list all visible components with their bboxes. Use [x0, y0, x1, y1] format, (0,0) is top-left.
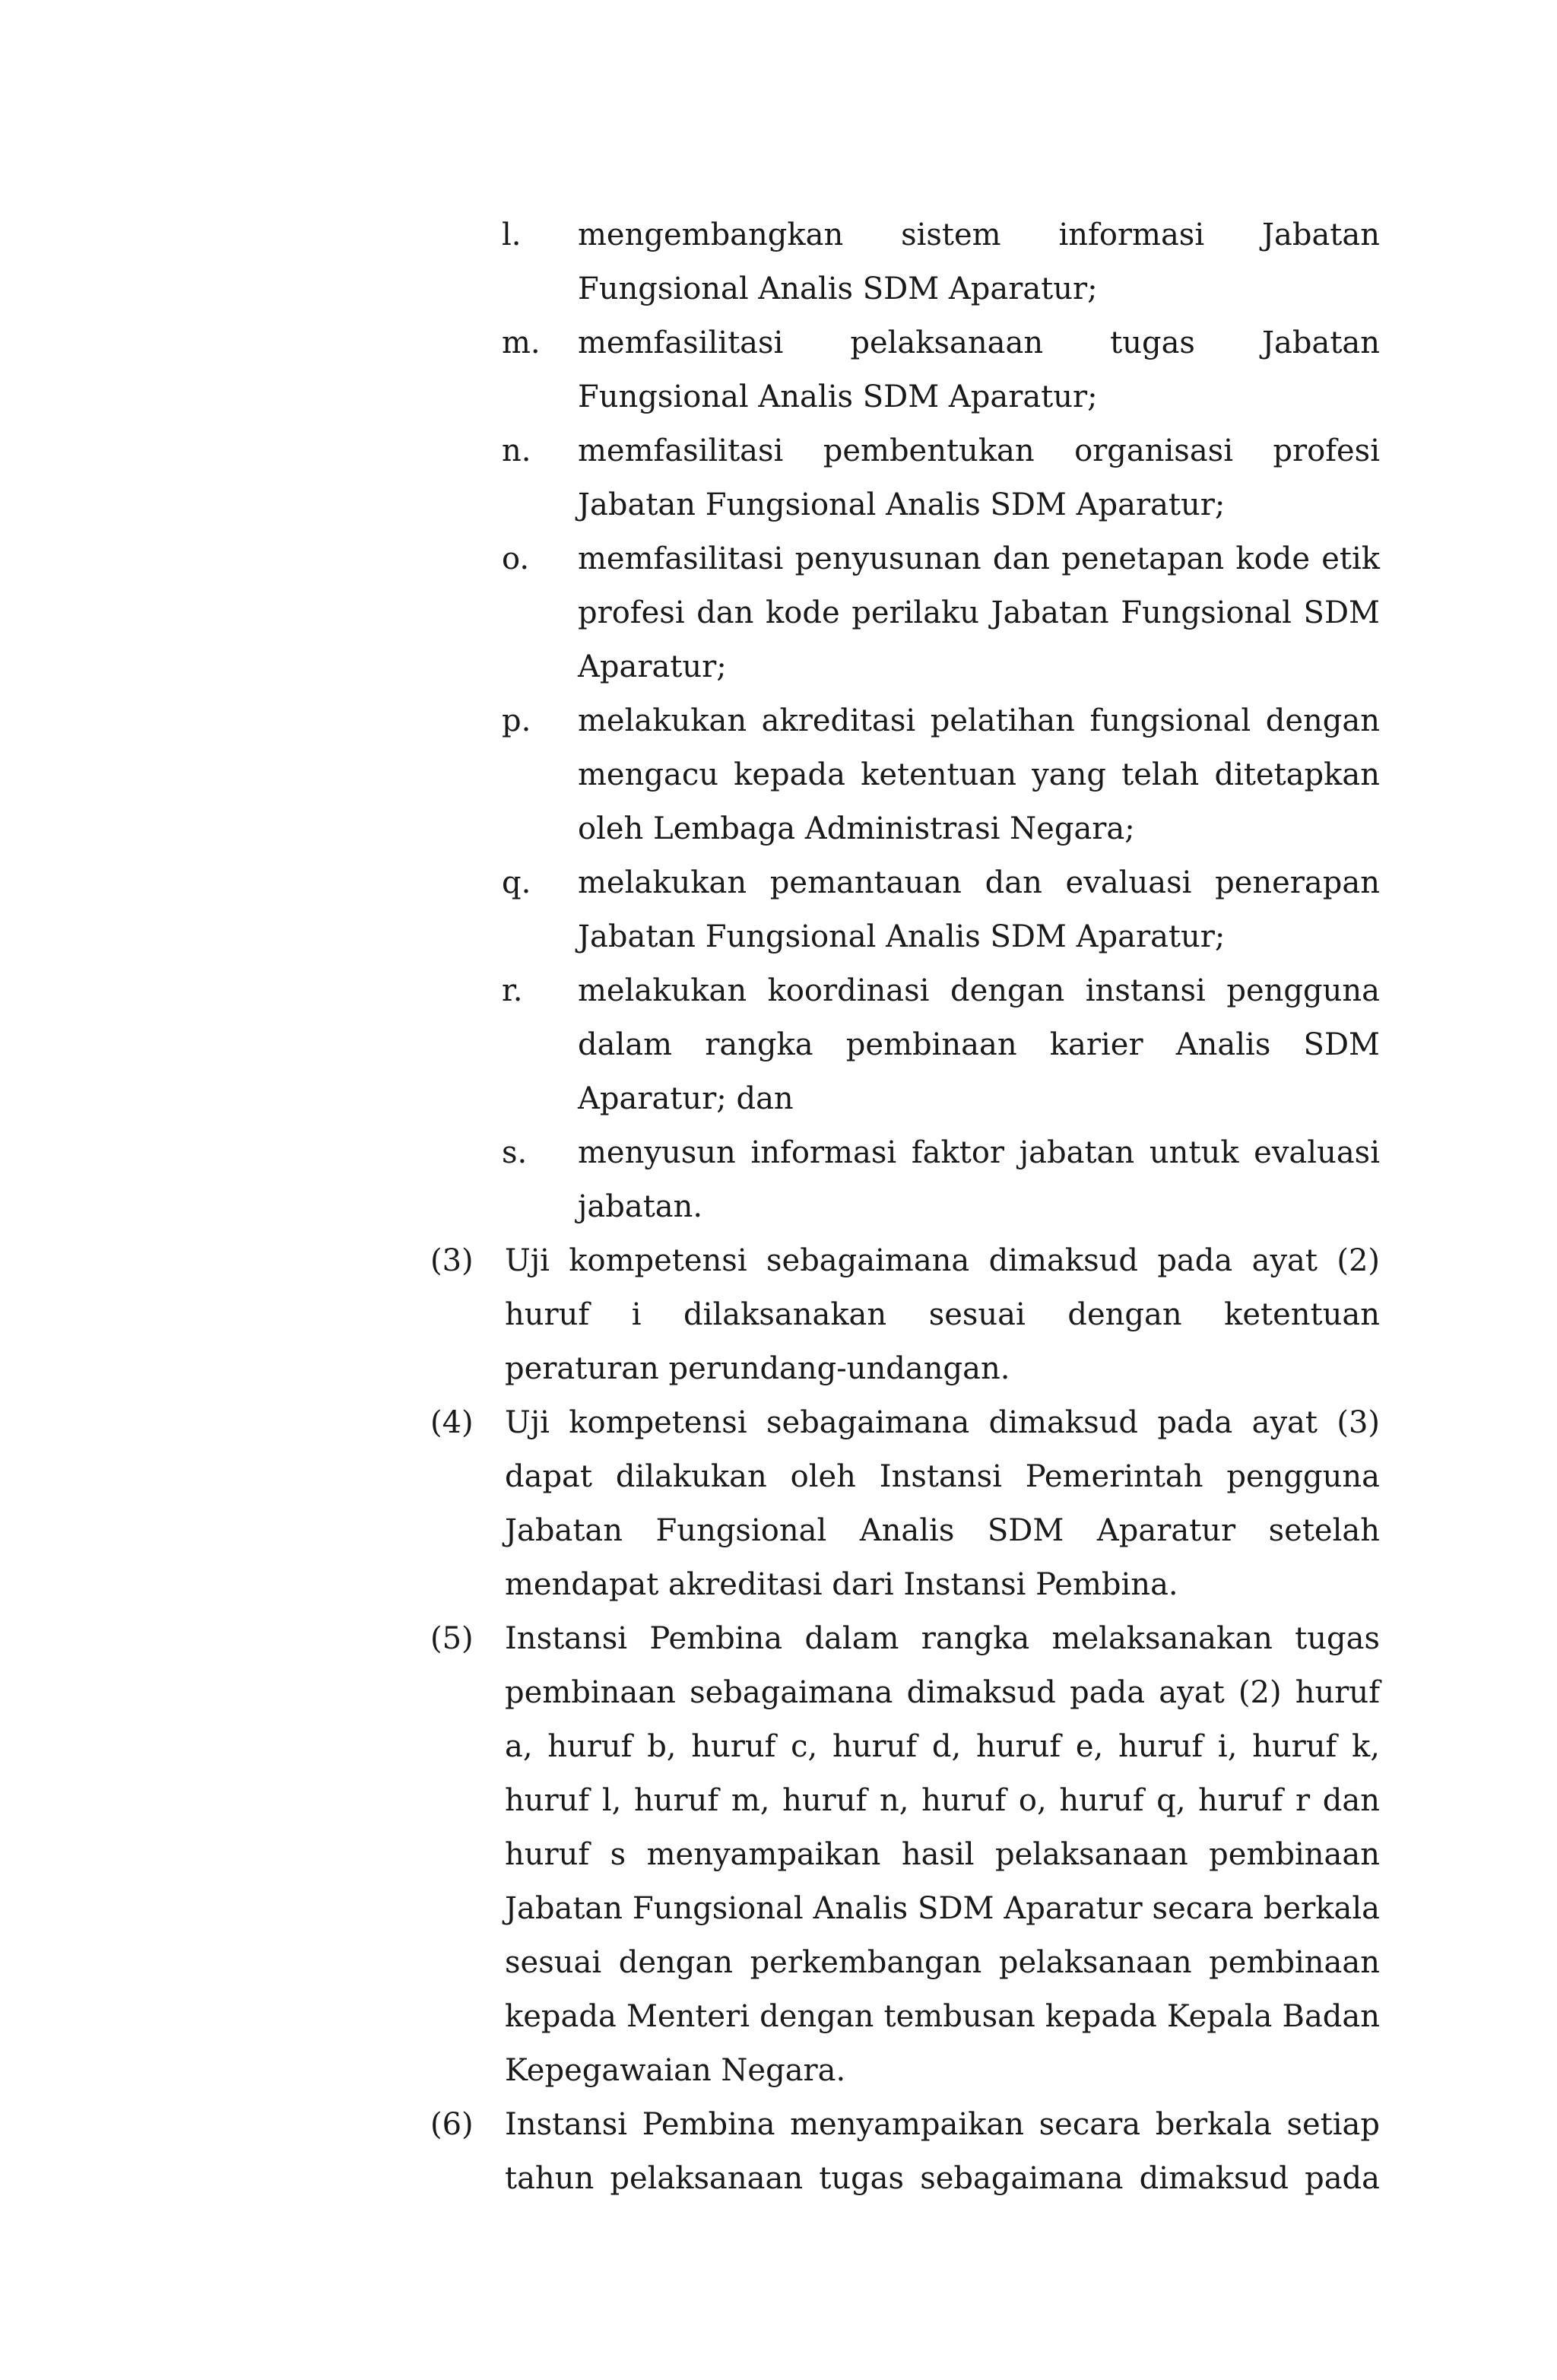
list-item-label: p.	[502, 703, 531, 738]
list-item-label: l.	[502, 217, 522, 252]
paragraph-number: (3)	[430, 1243, 474, 1278]
list-item-label: o.	[502, 541, 530, 576]
paragraph-3	[430, 1234, 1380, 1396]
list-item-text: menyusun informasi faktor jabatan untuk evaluasi jabatan.	[578, 1135, 1380, 1224]
paragraph-number: (6)	[430, 2107, 474, 2142]
list-item-label: r.	[502, 973, 523, 1008]
paragraph-6	[430, 2098, 1380, 2206]
list-item-label: s.	[502, 1135, 528, 1170]
list-item-label: q.	[502, 865, 531, 900]
paragraph-text: Uji kompetensi sebagaimana dimaksud pada ayat (2) huruf i dilaksanakan sesuai dengan ketentuan peraturan perundang-undangan.	[505, 1243, 1380, 1386]
list-item-s	[502, 1126, 1380, 1234]
paragraph-text: Instansi Pembina dalam rangka melaksanakan tugas pembinaan sebagaimana dimaksud pada ayat (2) huruf a, huruf b, huruf c, huruf d, huruf e, huruf i, huruf k, huruf l, huruf m, huruf n, huruf o, huruf q, huruf r dan huruf s menyampaikan hasil pelaksanaan pembinaan Jabatan Fungsional Analis SDM Aparatur secara berkala sesuai dengan perkembangan pelaksanaan pembinaan kepada Menteri dengan tembusan kepada Kepala Badan Kepegawaian Negara.	[505, 1621, 1380, 2088]
list-item-label: n.	[502, 433, 531, 468]
list-item-m	[502, 316, 1380, 424]
list-item-o	[502, 532, 1380, 694]
list-item-text: memfasilitasi penyusunan dan penetapan kode etik profesi dan kode perilaku Jabatan Fungsional SDM Aparatur;	[578, 541, 1380, 684]
paragraph-4	[430, 1396, 1380, 1612]
list-item-q	[502, 856, 1380, 964]
paragraph-text: Uji kompetensi sebagaimana dimaksud pada ayat (3) dapat dilakukan oleh Instansi Pemerintah pengguna Jabatan Fungsional Analis SDM Aparatur setelah mendapat akreditasi dari Instansi Pembina.	[505, 1405, 1380, 1602]
list-item-text: melakukan pemantauan dan evaluasi penerapan Jabatan Fungsional Analis SDM Aparatur;	[578, 865, 1380, 954]
list-item-label: m.	[502, 325, 541, 360]
list-item-r	[502, 964, 1380, 1126]
paragraph-text: Instansi Pembina menyampaikan secara berkala setiap tahun pelaksanaan tugas sebagaimana dimaksud pada	[505, 2107, 1380, 2196]
paragraph-number: (5)	[430, 1621, 474, 1656]
list-item-text: melakukan koordinasi dengan instansi pengguna dalam rangka pembinaan karier Analis SDM Aparatur; dan	[578, 973, 1380, 1116]
list-item-text: memfasilitasi pembentukan organisasi profesi Jabatan Fungsional Analis SDM Aparatur;	[578, 433, 1380, 522]
list-item-p	[502, 694, 1380, 856]
list-item-text: mengembangkan sistem informasi Jabatan Fungsional Analis SDM Aparatur;	[578, 217, 1380, 306]
paragraph-number: (4)	[430, 1405, 474, 1440]
paragraph-5	[430, 1612, 1380, 2098]
list-item-n	[502, 424, 1380, 532]
list-item-text: memfasilitasi pelaksanaan tugas Jabatan Fungsional Analis SDM Aparatur;	[578, 325, 1380, 414]
list-item-text: melakukan akreditasi pelatihan fungsional dengan mengacu kepada ketentuan yang telah ditetapkan oleh Lembaga Administrasi Negara;	[578, 703, 1380, 846]
list-item-l	[502, 208, 1380, 316]
